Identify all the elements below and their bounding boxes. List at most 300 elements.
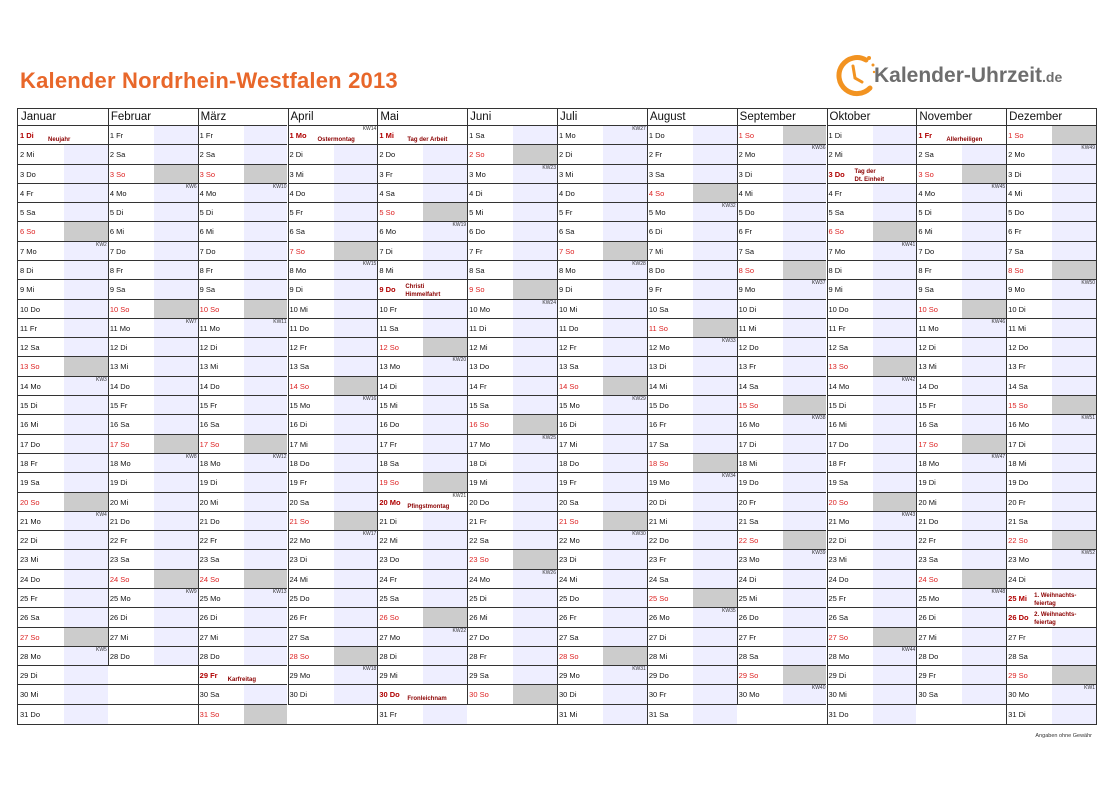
day-note-area [334,647,378,665]
day-note-area [334,145,378,163]
day-label: 14 Mo [828,381,850,391]
day-label: 11 Do [289,323,309,333]
day-cell [647,685,737,704]
day-label: 12 Do [1008,343,1029,353]
day-cell [108,608,198,627]
day-note-area [334,628,378,646]
day-label: 1 Di [828,131,842,140]
day-note-area [334,377,378,395]
day-label: 29 Mo [289,671,311,681]
day-label: 23 Mi [828,555,847,565]
day-note-area [693,531,737,549]
day-cell [377,377,467,396]
day-note-area [1052,377,1096,395]
day-label: 3 Mo [469,169,486,179]
day-label: 8 Mi [379,266,394,276]
month-column-august [647,109,737,724]
day-note-area [693,628,737,646]
week-number: KW21 [452,492,467,499]
day-cell [108,415,198,434]
day-note-area [962,242,1006,260]
day-note-area [962,473,1006,491]
day-cell [557,550,647,569]
day-note-area [154,126,198,144]
day-label: 21 Mo [828,516,850,526]
day-cell [467,203,557,222]
day-label: 1 Fr [918,131,933,140]
day-note-area [603,280,647,298]
day-cell [737,473,827,492]
week-number: KW33 [722,338,736,345]
day-cell [916,357,1006,376]
day-label: 11 Di [469,323,487,333]
day-label: 27 Di [648,632,667,642]
day-note-area [64,126,108,144]
day-cell [467,454,557,473]
day-note-area [334,338,378,356]
day-note-area [873,280,917,298]
day-cell [198,338,288,357]
day-cell [916,222,1006,241]
day-note-area [783,473,827,491]
day-cell [288,685,378,704]
day-cell [467,357,557,376]
day-label: 11 Fr [828,323,846,333]
day-note-area [334,319,378,337]
day-label: 23 Fr [648,555,667,565]
day-label: 26 Di [918,613,936,623]
day-note-area [783,647,827,665]
day-cell [288,203,378,222]
day-cell [18,473,108,492]
day-label: 11 Mi [738,323,757,333]
week-number: KW28 [632,261,646,268]
day-label: 18 Do [559,458,580,468]
day-note-area [783,338,827,356]
week-number: KW51 [1081,415,1095,422]
day-cell [377,222,467,241]
day-label: 4 Do [289,188,306,198]
day-label: 10 Sa [648,304,669,314]
day-note-area [962,357,1006,375]
day-note-area [783,628,827,646]
day-note-area [873,203,917,221]
day-label: 25 Do [289,593,310,603]
day-label: 23 Mo [738,555,760,565]
day-cell [377,531,467,550]
day-label: 30 Sa [199,690,220,700]
month-column-november [916,109,1006,724]
day-cell [18,666,108,685]
day-label: 22 Mi [379,536,398,546]
week-number: KW14 [362,126,377,132]
day-label: 7 Do [109,246,126,256]
day-cell [827,531,917,550]
empty-day-cell [108,666,198,685]
day-note-area [1052,300,1096,318]
week-number: KW6 [185,183,197,190]
day-label: 25 Di [469,593,487,603]
week-number: KW40 [811,685,826,692]
day-note-area [603,454,647,472]
day-label: 30 Fr [648,690,667,700]
day-label: 19 So [379,478,399,488]
day-cell [557,685,647,704]
day-cell [467,493,557,512]
day-cell [916,473,1006,492]
day-label: 5 Mo [648,208,666,218]
day-label: 29 Fr [199,671,218,681]
day-note-area [962,145,1006,163]
day-note-area [693,666,737,684]
day-note-area [513,203,557,221]
day-cell [108,454,198,473]
day-note-area [603,165,647,183]
day-cell [647,203,737,222]
day-note-area [244,628,288,646]
day-label: 6 Mo [379,227,397,237]
day-cell [198,377,288,396]
day-cell [737,184,827,203]
day-cell [198,261,288,280]
day-label: 3 So [199,169,216,179]
day-note-area [154,280,198,298]
day-note-area [154,628,198,646]
day-note-area [154,203,198,221]
day-note-area [1052,126,1096,144]
day-label: 11 So [648,323,668,333]
day-label: 24 Di [1008,574,1026,584]
day-cell [916,300,1006,319]
day-cell [737,415,827,434]
day-label: 20 Sa [289,497,310,507]
day-note-area [244,300,288,318]
day-note-area [423,203,467,221]
holiday-name: 1. Weihnachts- feiertag [1034,592,1077,607]
day-cell [916,589,1006,608]
week-number: KW4 [95,511,107,518]
day-note-area [154,550,198,568]
month-header: Dezember [1006,109,1096,126]
day-cell [737,280,827,299]
week-number: KW23 [542,164,556,171]
day-label: 19 Fr [289,478,308,488]
day-cell [737,666,827,685]
week-number: KW17 [362,531,377,538]
day-note-area [423,666,467,684]
day-note-area [64,165,108,183]
day-cell [557,319,647,338]
day-note-area [603,493,647,511]
day-note-area [693,647,737,665]
day-label: 28 Mo [20,651,41,661]
day-label: 5 Di [109,208,124,218]
day-label: 5 Di [918,208,932,218]
day-note-area [693,396,737,414]
day-note-area [423,300,467,318]
week-number: KW42 [901,376,916,383]
day-cell [198,357,288,376]
day-note-area [244,512,288,530]
day-label: 22 Mo [289,536,311,546]
day-label: 9 Sa [109,285,126,295]
day-label: 3 Do [20,169,36,179]
day-note-area [603,300,647,318]
day-note-area [783,261,827,279]
week-number: KW16 [362,396,377,403]
day-label: 15 Di [20,401,38,411]
day-cell [108,319,198,338]
month-header: April [288,109,378,126]
day-note-area [693,377,737,395]
day-note-area [244,531,288,549]
day-cell [377,705,467,724]
day-label: 18 Fr [20,458,38,468]
day-cell [827,126,917,145]
day-cell [467,126,557,145]
day-note-area [873,608,917,626]
day-cell [737,261,827,280]
day-note-area [603,570,647,588]
day-label: 26 Fr [289,613,308,623]
day-label: 12 So [379,343,399,353]
day-label: 4 Do [559,188,575,198]
day-cell [377,280,467,299]
day-label: 26 Di [199,613,218,623]
day-cell [288,300,378,319]
day-label: 10 So [918,304,938,314]
day-cell [198,512,288,531]
day-cell [916,165,1006,184]
day-cell [198,550,288,569]
day-label: 12 Mo [648,343,670,353]
day-label: 6 Do [469,227,485,237]
day-label: 24 So [109,574,130,584]
day-cell [1006,165,1096,184]
day-note-area [1052,222,1096,240]
logo-tld: .de [1042,69,1063,85]
day-label: 27 So [20,632,40,642]
day-note-area [513,357,557,375]
day-label: 26 Do [738,613,759,623]
day-label: 17 Do [20,439,41,449]
day-cell [467,377,557,396]
day-label: 19 Mi [469,478,488,488]
day-note-area [64,261,108,279]
day-note-area [423,705,467,724]
day-note-area [873,261,917,279]
day-note-area [64,319,108,337]
day-cell [737,203,827,222]
day-cell [108,512,198,531]
week-number: KW31 [632,666,646,673]
month-column-januar [18,109,108,724]
day-cell [377,184,467,203]
day-note-area [693,300,737,318]
day-label: 6 Fr [738,227,752,237]
day-label: 26 Di [109,613,128,623]
day-cell [827,589,917,608]
day-note-area [1052,454,1096,472]
day-label: 26 Mi [469,613,488,623]
day-note-area [334,165,378,183]
day-note-area [873,589,917,607]
day-label: 19 Do [738,478,759,488]
day-cell [1006,222,1096,241]
day-note-area [513,647,557,665]
day-cell [377,338,467,357]
day-cell [108,493,198,512]
day-cell [1006,666,1096,685]
month-header: August [647,109,737,126]
day-cell [467,319,557,338]
day-label: 5 Do [738,208,755,218]
day-note-area [334,435,378,453]
day-label: 4 Sa [379,188,395,198]
day-note-area [693,705,737,724]
day-label: 30 Mi [20,690,39,700]
day-cell [647,608,737,627]
day-note-area [873,666,917,684]
day-label: 31 Sa [648,709,669,719]
day-note-area [962,280,1006,298]
day-note-area [603,473,647,491]
day-note-area [603,628,647,646]
day-note-area [423,570,467,588]
day-cell [557,300,647,319]
day-note-area [334,454,378,472]
day-label: 21 Sa [1008,516,1028,526]
day-note-area [64,685,108,703]
day-note-area [603,319,647,337]
day-cell [377,473,467,492]
day-note-area [873,338,917,356]
day-label: 30 Di [289,690,308,700]
day-cell [916,126,1006,145]
day-note-area [513,685,557,703]
day-label: 22 So [738,536,759,546]
day-note-area [154,396,198,414]
day-cell [377,165,467,184]
day-label: 17 Di [1008,439,1026,449]
day-cell [18,145,108,164]
day-note-area [244,126,288,144]
day-label: 26 Sa [828,613,849,623]
day-note-area [693,454,737,472]
day-cell [557,396,647,415]
day-label: 17 Fr [379,439,397,449]
day-note-area [873,126,917,144]
day-cell [557,454,647,473]
day-note-area [1052,165,1096,183]
day-label: 1 Do [648,131,665,140]
day-note-area [334,512,378,530]
day-note-area [244,165,288,183]
day-note-area [783,242,827,260]
empty-day-cell [108,685,198,704]
day-cell [737,338,827,357]
day-label: 28 So [289,651,310,661]
day-label: 30 Mi [828,690,847,700]
day-note-area [873,570,917,588]
day-note-area [962,531,1006,549]
day-cell [557,165,647,184]
day-cell [916,493,1006,512]
day-note-area [513,473,557,491]
day-label: 24 So [918,574,938,584]
day-cell [467,222,557,241]
day-note-area [783,493,827,511]
day-cell [377,454,467,473]
day-label: 18 Mi [738,458,757,468]
day-label: 16 Sa [918,420,938,430]
day-label: 13 Do [469,362,490,372]
day-note-area [423,145,467,163]
month-header: März [198,109,288,126]
day-cell [647,319,737,338]
day-label: 12 Di [918,343,936,353]
day-label: 9 Di [289,285,303,295]
week-number: KW9 [185,588,197,595]
day-label: 1 So [1008,131,1024,140]
day-cell [18,396,108,415]
week-number: KW47 [991,453,1006,460]
day-cell [288,126,378,145]
day-note-area [603,647,647,665]
day-note-area [423,338,467,356]
day-cell [377,628,467,647]
day-note-area [873,493,917,511]
day-cell [377,396,467,415]
day-label: 24 Mo [469,574,491,584]
day-cell [288,357,378,376]
week-number: KW22 [452,627,467,634]
day-label: 2 Mi [828,150,843,160]
day-note-area [783,454,827,472]
day-label: 11 Do [559,323,579,333]
day-cell [557,435,647,454]
day-cell [647,300,737,319]
week-number: KW29 [632,396,646,403]
day-note-area [693,415,737,433]
day-label: 2 Sa [199,150,216,160]
day-cell [467,415,557,434]
day-cell [647,338,737,357]
day-cell [647,184,737,203]
holiday-name: Ostermontag [317,137,355,143]
day-cell [647,628,737,647]
day-cell [198,435,288,454]
day-cell [198,493,288,512]
holiday-name: Neujahr [48,137,71,143]
week-number: KW46 [991,318,1006,325]
day-cell [377,357,467,376]
day-note-area [603,685,647,703]
day-note-area [423,531,467,549]
day-note-area [244,608,288,626]
day-note-area [244,493,288,511]
day-cell [647,473,737,492]
day-cell [198,531,288,550]
month-header: Februar [108,109,198,126]
day-label: 7 Di [379,246,393,256]
day-note-area [783,589,827,607]
day-label: 1 Mo [559,131,576,140]
day-cell [108,647,198,666]
day-note-area [783,608,827,626]
day-label: 27 Do [469,632,490,642]
day-label: 29 So [738,671,759,681]
